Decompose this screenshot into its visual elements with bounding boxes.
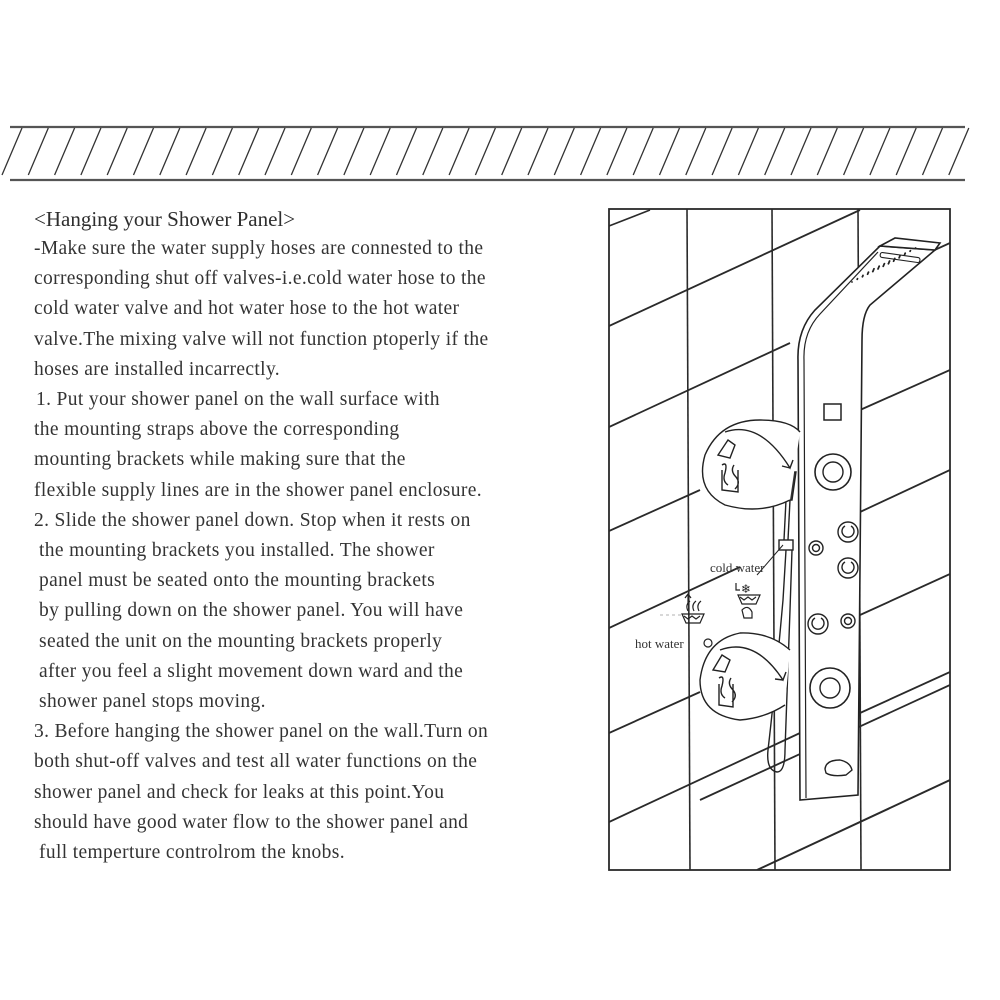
cold-water-symbol-icon (736, 582, 760, 618)
step-1-line: 1. Put your shower panel on the wall surface with (36, 389, 440, 411)
ceiling-hatch-band (0, 120, 1000, 190)
step-3-line: shower panel and check for leaks at this point.You (34, 781, 445, 803)
section-title: <Hanging your Shower Panel> (34, 207, 296, 231)
step-3-line: both shut-off valves and test all water functions on the (34, 751, 478, 773)
display-icon (824, 404, 841, 420)
intro-line: -Make sure the water supply hoses are connested to the (34, 238, 484, 259)
hot-water-symbol-icon (682, 594, 712, 647)
hot-water-label: hot water (635, 636, 684, 651)
step-2-line: 2. Slide the shower panel down. Stop when it rests on (34, 509, 471, 531)
lower-jet-icon (810, 668, 850, 708)
shower-panel-icon (798, 238, 940, 800)
step-1-line: flexible supply lines are in the shower panel enclosure. (34, 479, 482, 501)
intro-line: hoses are installed incarrectly. (34, 358, 280, 380)
step-2-line: seated the unit on the mounting brackets properly (39, 630, 443, 652)
step-2-line: the mounting brackets you installed. The shower (39, 540, 435, 562)
step-3-line: 3. Before hanging the shower panel on the wall.Turn on (34, 721, 489, 743)
mounting-bracket-callout-icon (703, 420, 801, 509)
svg-text:❄: ❄ (741, 582, 752, 596)
intro-paragraph (34, 234, 594, 385)
step-2 (34, 506, 594, 717)
intro-line: cold water valve and hot water hose to the hot water (34, 298, 460, 320)
cold-water-label: cold water (710, 560, 765, 575)
step-3-line: should have good water flow to the shower panel and (34, 811, 469, 833)
handheld-shower-icon (768, 472, 796, 772)
step-2-line: panel must be seated onto the mounting brackets (39, 570, 436, 592)
step-2-line: shower panel stops moving. (39, 691, 266, 713)
ceiling-hatch-icon (0, 120, 1000, 190)
step-3 (34, 717, 594, 868)
intro-line: valve.The mixing valve will not function ptoperly if the (34, 328, 489, 350)
shower-panel-illustration (600, 200, 960, 880)
step-3-line: full temperture controlrom the knobs. (39, 842, 345, 864)
shower-panel-diagram (600, 200, 960, 880)
step-2-line: by pulling down on the shower panel. You will have (39, 600, 464, 622)
step-1-line: the mounting straps above the corresponding (34, 419, 400, 441)
body-jet-icon (815, 454, 851, 490)
step-2-line: after you feel a slight movement down ward and the (39, 660, 464, 682)
intro-line: corresponding shut off valves-i.e.cold water hose to the (34, 268, 486, 290)
instructions-text (34, 204, 594, 868)
mounting-bracket-callout-icon (700, 633, 790, 720)
step-1-line: mounting brackets while making sure that the (34, 449, 406, 471)
step-1 (34, 385, 594, 506)
